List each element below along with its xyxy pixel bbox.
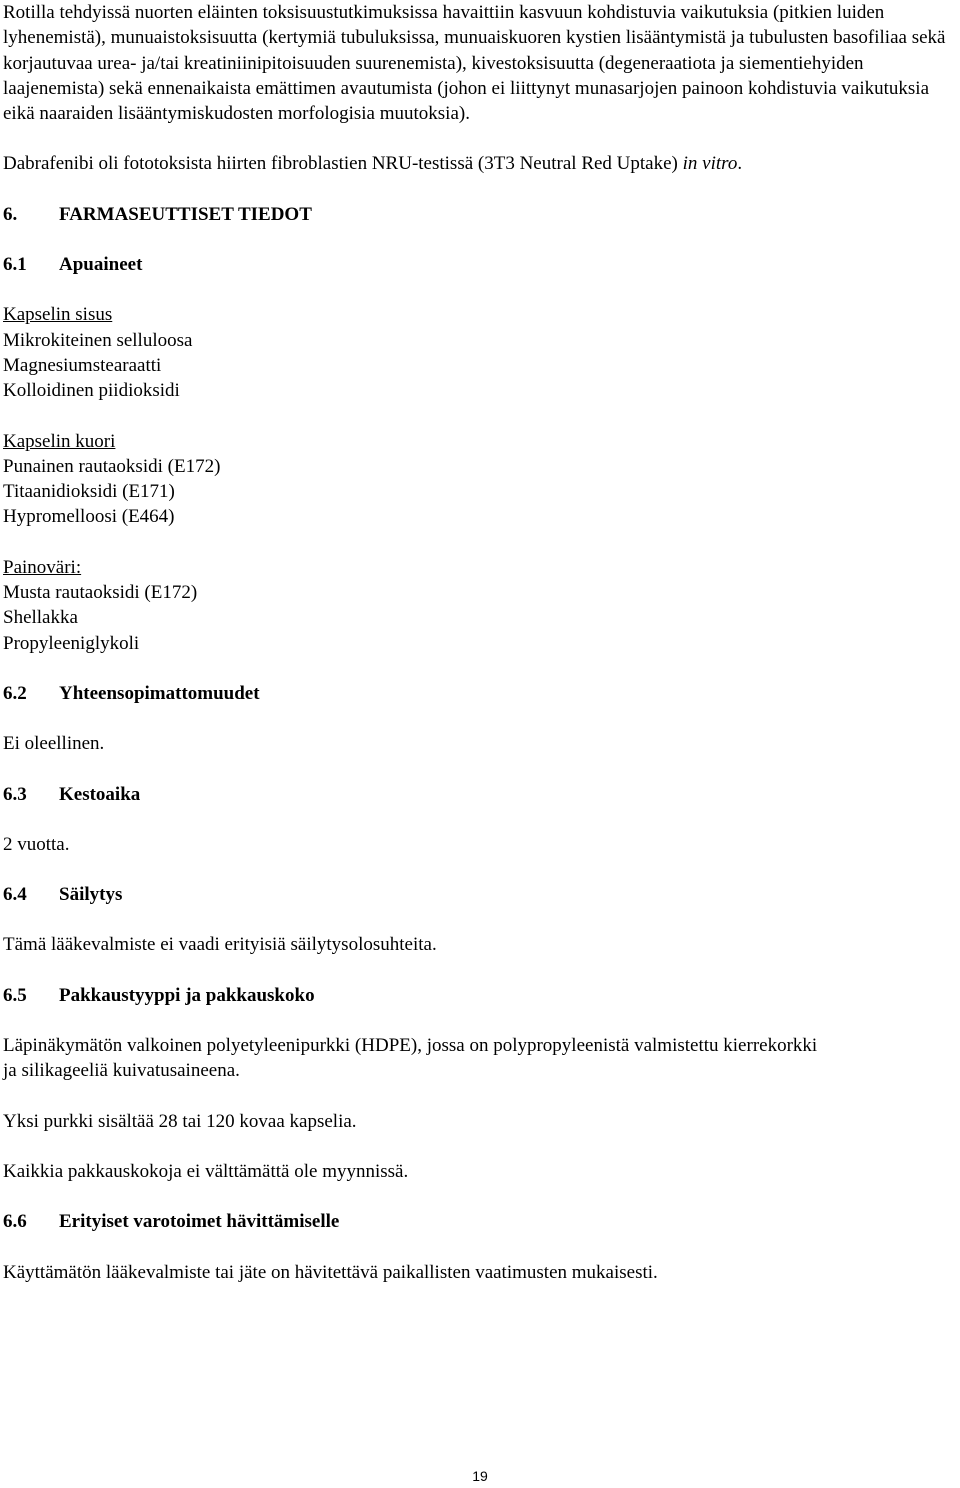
- container-line-1: Läpinäkymätön valkoinen polyetyleenipurkki (HDPE), jossa on polypropyleenistä valmistettu kierrekorkki: [3, 1035, 818, 1057]
- section-6-6-heading: [3, 1209, 948, 1234]
- section-6-2-title: Yhteensopimattomuudet: [59, 682, 260, 704]
- excipient-item: Propyleeniglykoli: [3, 632, 140, 654]
- section-6-5-pack-size-text: Yksi purkki sisältää 28 tai 120 kovaa kapselia.: [3, 1110, 357, 1132]
- container-line-2: ja silikageeliä kuivatusaineena.: [3, 1060, 240, 1082]
- section-6-4-heading: [3, 882, 948, 907]
- excipient-item: Magnesiumstearaatti: [3, 354, 162, 376]
- excipient-item: Shellakka: [3, 607, 78, 629]
- excipients-capsule-shell: [3, 429, 948, 530]
- section-6-3-heading: [3, 782, 948, 807]
- section-6-title: FARMASEUTTISET TIEDOT: [59, 203, 312, 225]
- excipient-item: Hypromelloosi (E464): [3, 506, 175, 528]
- section-6-5-marketing-text: Kaikkia pakkauskokoja ei välttämättä ole myynnissä.: [3, 1160, 409, 1182]
- section-6-4-text: Tämä lääkevalmiste ei vaadi erityisiä säilytysolosuhteita.: [3, 934, 437, 956]
- section-6-5-title: Pakkaustyyppi ja pakkauskoko: [59, 984, 315, 1006]
- phototoxicity-italic: in vitro: [682, 153, 738, 175]
- group-label-capsule-content: Kapselin sisus: [3, 304, 113, 326]
- phototoxicity-text: Dabrafenibi oli fototoksista hiirten fibroblastien NRU-testissä (3T3 Neutral Red Uptake): [3, 153, 683, 175]
- section-6-3-text: 2 vuotta.: [3, 833, 70, 855]
- section-6-1-heading: [3, 252, 948, 277]
- section-6-3-number: 6.3: [3, 783, 27, 805]
- section-6-3-title: Kestoaika: [59, 783, 141, 805]
- intro-paragraph-toxicity: Rotilla tehdyissä nuorten eläinten toksisuustutkimuksissa havaittiin kasvuun kohdistuvia vaikutuksia (pitkien luiden lyhenemistä), munuaistoksisuutta (kertymiä tubuluksissa, munuaiskuoren kystien lisääntymistä ja tubulusten basofiliaa sekä korjautuvaa urea- ja/tai kreatiniinipitoisuuden suurenemista), kivestoksisuutta (degeneraatiota ja siementiehyiden laajenemista) sekä ennenaikaista emättimen avautumista (johon ei liittynyt munasarjojen painoon kohdistuvia vaikutuksia eikä naaraiden lisääntymiskudosten morfologisia muutoksia).: [3, 2, 946, 125]
- section-6-6-number: 6.6: [3, 1211, 27, 1233]
- excipients-capsule-content: [3, 302, 948, 403]
- section-6-number: 6.: [3, 203, 18, 225]
- section-6-1-title: Apuaineet: [59, 254, 143, 276]
- section-6-heading: [3, 202, 948, 227]
- section-6-6-text: Käyttämätön lääkevalmiste tai jäte on hävitettävä paikallisten vaatimusten mukaisesti.: [3, 1261, 658, 1283]
- section-6-2-text: Ei oleellinen.: [3, 733, 105, 755]
- section-6-2-number: 6.2: [3, 682, 27, 704]
- excipient-item: Kolloidinen piidioksidi: [3, 380, 180, 402]
- section-6-4-title: Säilytys: [59, 884, 123, 906]
- group-label-printing-ink: Painoväri:: [3, 556, 82, 578]
- phototoxicity-end: .: [737, 153, 743, 175]
- excipient-item: Mikrokiteinen selluloosa: [3, 329, 193, 351]
- section-6-1-number: 6.1: [3, 254, 27, 276]
- excipient-item: Musta rautaoksidi (E172): [3, 582, 198, 604]
- intro-paragraph-phototoxicity: [3, 151, 948, 176]
- group-label-capsule-shell: Kapselin kuori: [3, 430, 116, 452]
- excipient-item: Titaanidioksidi (E171): [3, 481, 175, 503]
- section-6-5-number: 6.5: [3, 984, 27, 1006]
- section-6-5-heading: [3, 983, 948, 1008]
- section-6-6-title: Erityiset varotoimet hävittämiselle: [59, 1211, 340, 1233]
- document-page: [3, 0, 948, 1285]
- section-6-4-number: 6.4: [3, 884, 27, 906]
- excipients-printing-ink: [3, 555, 948, 656]
- page-number: 19: [472, 1468, 488, 1484]
- section-6-2-heading: [3, 681, 948, 706]
- section-6-5-container-text: [3, 1033, 948, 1084]
- excipient-item: Punainen rautaoksidi (E172): [3, 455, 221, 477]
